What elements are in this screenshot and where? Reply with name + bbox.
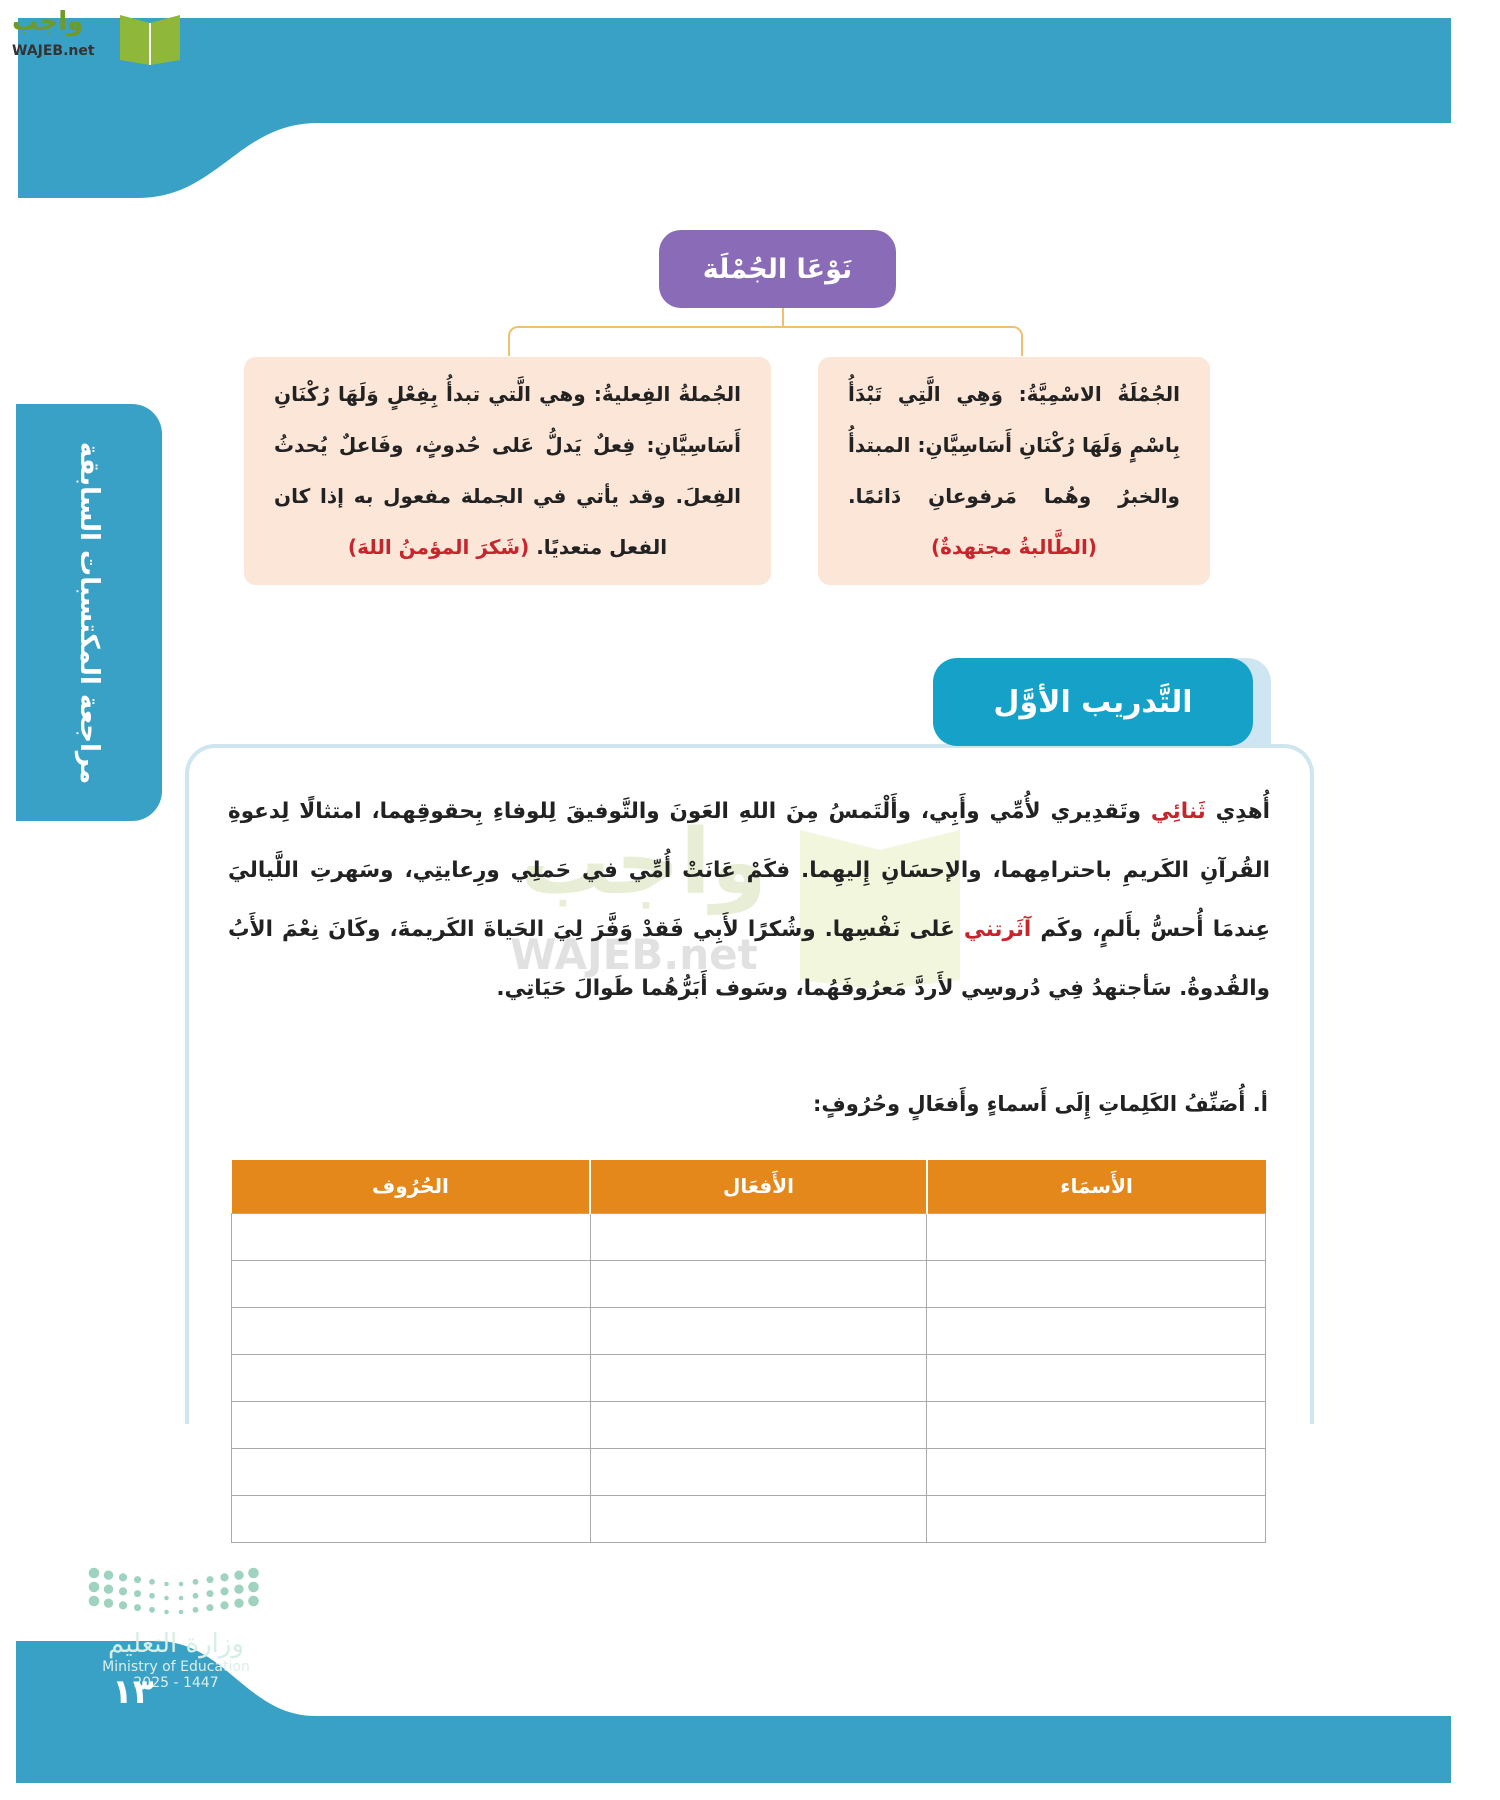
verbal-sentence-box: [244, 357, 771, 585]
connector: [508, 326, 1023, 356]
table-cell[interactable]: [590, 1213, 926, 1260]
side-tab: [16, 404, 162, 821]
exercise-paragraph: [228, 782, 1270, 1018]
table-row: [232, 1495, 1266, 1542]
table-cell[interactable]: [927, 1213, 1266, 1260]
side-tab-label: مراجعة المكتسبات السابقة: [74, 441, 104, 784]
table-row: [232, 1307, 1266, 1354]
table-cell[interactable]: [927, 1260, 1266, 1307]
classification-table: [231, 1160, 1266, 1543]
wajeb-logo: [10, 5, 190, 65]
nominal-sentence-box: [818, 357, 1210, 585]
logo-text: واجب: [12, 7, 84, 37]
table-cell[interactable]: [927, 1448, 1266, 1495]
table-row: [232, 1260, 1266, 1307]
table-cell[interactable]: [232, 1307, 591, 1354]
text: عَلى نَفْسِها. وشُكرًا لأَبِي فَقدْ وَفَّرَ لِيَ الحَياةَ الكَريمةَ، وكَانَ نِعْمَ الأَبُ والقُدوةُ. سَأجتهدُ فِي دُروسِي لأَردَّ مَعرُوفَهُما، وسَوف أَبَرُّهُما طَوالَ حَيَاتِي.: [228, 917, 1270, 1001]
watermark-text: واجب: [520, 810, 767, 915]
verbal-example: (شَكرَ المؤمنُ اللهَ): [347, 535, 530, 559]
top-banner: [18, 18, 1451, 198]
highlight-word: آثَرتني: [963, 917, 1032, 942]
connector: [782, 308, 784, 326]
table-cell[interactable]: [590, 1260, 926, 1307]
table-cell[interactable]: [927, 1307, 1266, 1354]
text: وتَقدِيري لأُمِّي وأَبِي، وأَلْتَمسُ مِنَ اللهِ العَونَ والتَّوفيقَ لِلوفاءِ بِحقوقِهما، امتثالًا لِدعوةِ القُرآنِ الكَريمِ باحترامِهما، والإحسَانِ إِليهِما. فكَمْ عَانَتْ أُمِّي في حَملِي ورِعايتِي، وسَهرتِ اللَّياليَ عِندمَا أُحسُّ بأَلمٍ، وكَم: [228, 799, 1271, 942]
logo-sub: WAJEB.net: [12, 43, 95, 59]
table-row: [232, 1213, 1266, 1260]
page-number: ١٣: [112, 1672, 154, 1712]
col-nouns: الأَسمَاء: [927, 1160, 1266, 1213]
text: أُهدِي: [1205, 799, 1270, 824]
table-cell[interactable]: [232, 1448, 591, 1495]
table-row: [232, 1448, 1266, 1495]
highlight-word: ثَنائِي: [1150, 799, 1206, 824]
table-row: [232, 1401, 1266, 1448]
ministry-year: 2025 - 1447: [133, 1675, 219, 1691]
table-cell[interactable]: [927, 1401, 1266, 1448]
verbal-definition: الجُملةُ الفِعليةُ: وهي الَّتي تبدأُ بِفِعْلٍ وَلَهَا رُكْنَانِ أَسَاسِيَّانِ: فِعلٌ يَدلُّ عَلى حُدوثٍ، وفَاعلٌ يُحدثُ الفِعلَ. وقد يأتي في الجملة مفعول به إذا كان الفعل متعديًا.: [274, 382, 741, 559]
concept-title: نَوْعَا الجُمْلَة: [659, 230, 896, 308]
table-cell[interactable]: [590, 1354, 926, 1401]
ministry-name: وزارة التعليم: [107, 1629, 245, 1659]
nominal-example: (الطَّالبةُ مجتهدةٌ): [931, 535, 1097, 559]
table-cell[interactable]: [927, 1495, 1266, 1542]
table-cell[interactable]: [590, 1307, 926, 1354]
table-cell[interactable]: [232, 1495, 591, 1542]
question-a: أ. أُصَنِّفُ الكَلِماتِ إِلَى أَسماءٍ وأَفعَالٍ وحُرُوفٍ:: [813, 1092, 1268, 1116]
table-cell[interactable]: [232, 1354, 591, 1401]
col-particles: الحُرُوف: [232, 1160, 591, 1213]
table-cell[interactable]: [927, 1354, 1266, 1401]
table-cell[interactable]: [590, 1495, 926, 1542]
ministry-name-en: Ministry of Education: [102, 1659, 250, 1675]
table-cell[interactable]: [232, 1401, 591, 1448]
nominal-definition: الجُمْلَةُ الاسْمِيَّةُ: وَهِي الَّتِي تَبْدَأُ بِاسْمٍ وَلَهَا رُكْنَانِ أَسَاسِيَّانِ: المبتدأُ والخبرُ وهُما مَرفوعانِ دَائمًا.: [848, 382, 1180, 508]
table-row: [232, 1354, 1266, 1401]
table-cell[interactable]: [232, 1213, 591, 1260]
exercise-title: التَّدريب الأوَّل: [933, 658, 1253, 746]
watermark-sub: WAJEB.net: [510, 930, 758, 979]
table-cell[interactable]: [590, 1448, 926, 1495]
table-cell[interactable]: [590, 1401, 926, 1448]
table-cell[interactable]: [232, 1260, 591, 1307]
col-verbs: الأَفعَال: [590, 1160, 926, 1213]
